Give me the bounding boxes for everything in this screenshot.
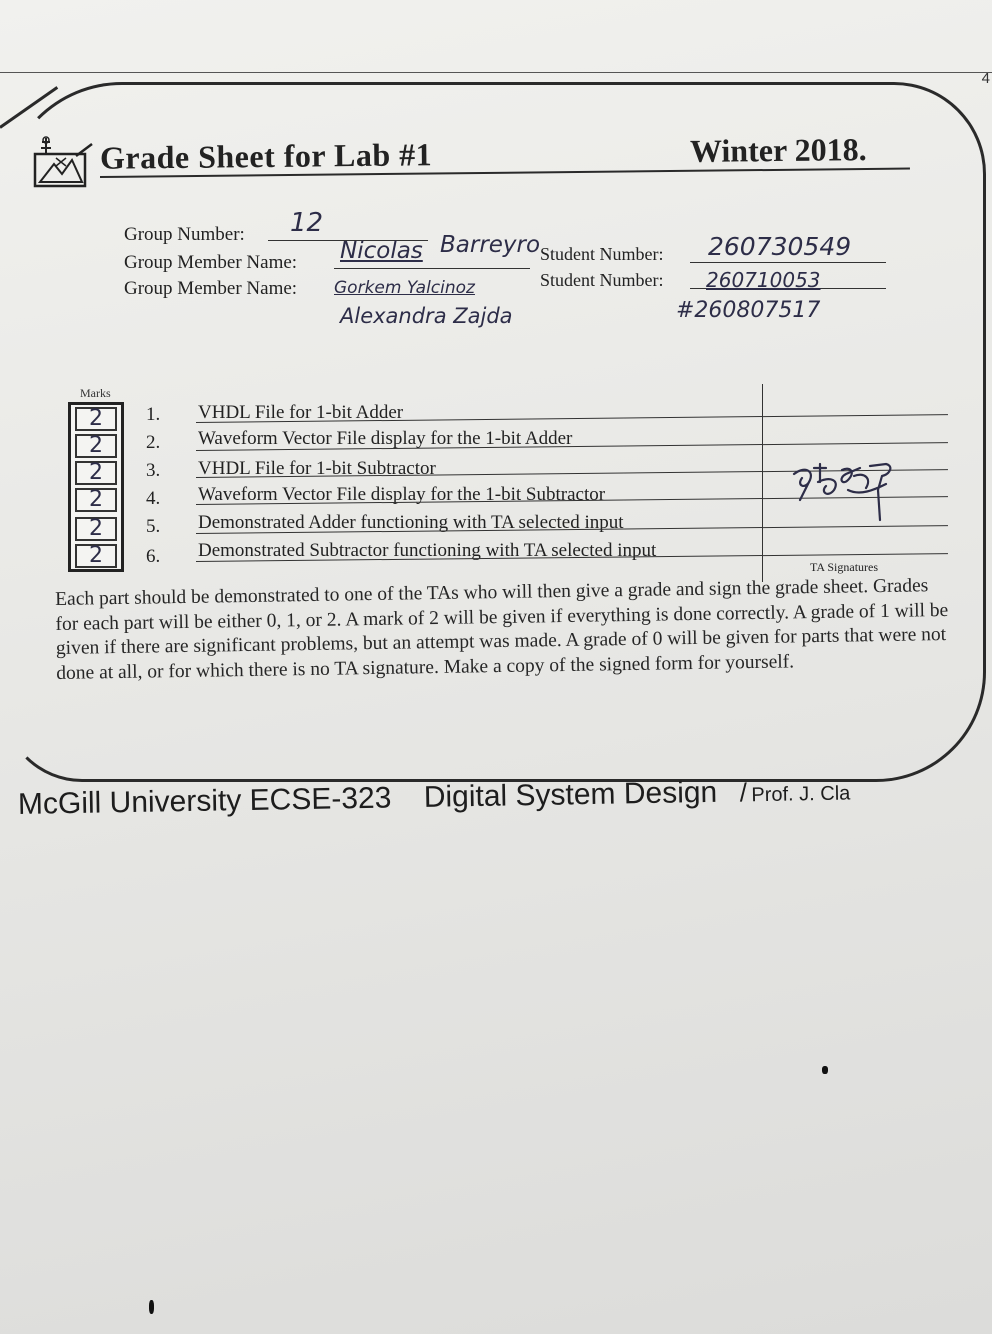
member3-name: Alexandra Zajda xyxy=(340,304,513,328)
group-number-label: Group Number: xyxy=(124,224,245,245)
member2-name: Gorkem Yalcinoz xyxy=(334,278,475,298)
page-number: 4 xyxy=(981,70,990,87)
marks-box xyxy=(68,402,124,572)
item-text: Waveform Vector File display for the 1-bit Adder xyxy=(198,428,573,449)
item-number: 6. xyxy=(146,546,161,567)
marks-caption: Marks xyxy=(80,386,111,400)
mark-cell-1: 2 xyxy=(75,407,117,431)
member1-student-label: Student Number: xyxy=(540,244,664,264)
page-top-rule xyxy=(0,72,992,73)
member2-label: Group Member Name: xyxy=(124,278,298,299)
item-text: VHDL File for 1-bit Subtractor xyxy=(198,458,436,479)
item-number: 2. xyxy=(146,432,161,453)
mark-cell-6: 2 xyxy=(75,544,117,568)
sheet-title: Grade Sheet for Lab #1 xyxy=(99,136,433,176)
mark-cell-2: 2 xyxy=(75,434,117,458)
item-text: Demonstrated Adder functioning with TA selected input xyxy=(198,512,624,533)
member1-label: Group Member Name: xyxy=(124,252,298,273)
item-text: VHDL File for 1-bit Adder xyxy=(198,402,404,423)
mark-cell-3: 2 xyxy=(75,461,117,485)
member2-student-number: 260710053 xyxy=(706,268,821,292)
item-number: 5. xyxy=(146,516,161,537)
member2-student-label: Student Number: xyxy=(540,270,664,290)
mark-cell-4: 2 xyxy=(75,488,117,512)
signature-column-divider xyxy=(762,384,763,582)
footer-professor: Prof. J. Cla xyxy=(751,782,851,807)
member3-student-number: #260807517 xyxy=(676,298,821,323)
scan-speck xyxy=(822,1066,828,1074)
member1-name-line xyxy=(334,268,530,269)
item-number: 3. xyxy=(146,460,161,481)
instructions-paragraph: Each part should be demonstrated to one of the TAs who will then give a grade and sign the grade sheet. Grades for each part will be either 0, 1, or 2. A mark of 2 will be given if everything is done correctly. A grade of 1 will be given if there are significant problems, but an attempt was made. A grade of 0 will be given for parts that were not done at all, or for which there is no TA signature. Make a copy of the signed form for yourself. xyxy=(55,575,949,684)
item-text: Demonstrated Subtractor functioning with TA selected input xyxy=(198,540,657,561)
ta-signatures-caption: TA Signatures xyxy=(810,560,879,574)
member1-name: Nicolas xyxy=(340,238,423,264)
scan-speck xyxy=(149,1300,154,1314)
course-logo-icon xyxy=(32,136,94,190)
footer-course: Digital System Design xyxy=(423,775,718,814)
footer-slash: / xyxy=(739,777,748,808)
member1-student-number: 260730549 xyxy=(708,232,852,261)
footer-university: McGill University ECSE-323 xyxy=(17,781,392,821)
item-number: 1. xyxy=(146,404,161,425)
ta-signature-scribble xyxy=(790,460,902,522)
mark-cell-5: 2 xyxy=(75,517,117,541)
item-number: 4. xyxy=(146,488,161,509)
group-number-value: 12 xyxy=(290,208,324,238)
item-text: Waveform Vector File display for the 1-bit Subtractor xyxy=(198,484,606,505)
member1-name-extra: Barreyro xyxy=(440,232,541,258)
term-label: Winter 2018. xyxy=(689,131,867,169)
member1-student-line xyxy=(690,262,886,263)
